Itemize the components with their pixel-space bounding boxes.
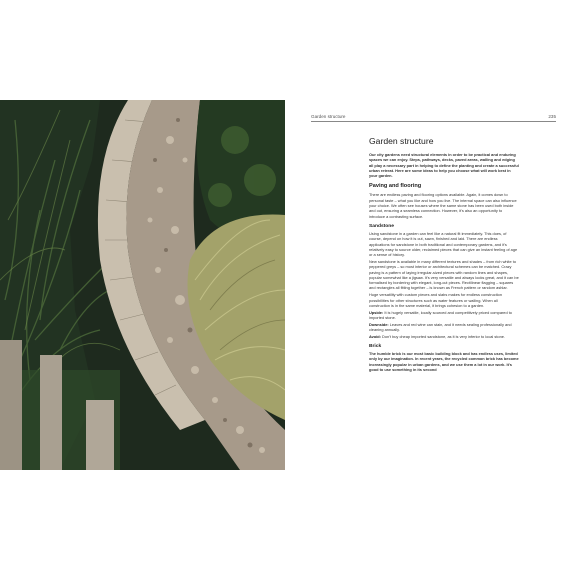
avoid-note bbox=[369, 334, 519, 339]
upside-note bbox=[369, 310, 519, 321]
running-head: Garden structure bbox=[311, 114, 346, 119]
upside-text: It is hugely versatile, locally sourced and competitively priced compared to imported stone. bbox=[369, 309, 512, 320]
book-spread bbox=[0, 100, 570, 470]
article-title: Garden structure bbox=[369, 136, 434, 146]
upside-label: Upside: bbox=[369, 309, 384, 315]
sandstone-paragraph-1: Using sandstone in a garden can feel like a natural fit immediately. This does, of course, depend on how it is cut, sawn, finished and laid. There are endless applications for sandstone in both traditional and contemporary gardens, and it's relatively easy to source older, reclaimed pieces that can give an instant feeling of age or a sense of history. bbox=[369, 230, 518, 258]
header-rule bbox=[311, 121, 556, 122]
brick-paragraph: The humble brick is our most basic building block and has endless uses, limited only by our imagination. In recent years, the recycled common brick has become increasingly popular in urban gardens, and we use them a lot in our work. It's good to use something in its second bbox=[369, 351, 519, 372]
paving-heading: Paving and flooring bbox=[369, 183, 422, 190]
downside-label: Downside: bbox=[369, 321, 389, 327]
garden-photo-illustration bbox=[0, 100, 285, 470]
downside-note bbox=[369, 322, 519, 333]
sandstone-paragraph-3: Huge versatility with custom pieces and slabs makes for endless construction possibilities for other structures such as water features or walling. When all construction is in the same material, it brings cohesion to a garden. bbox=[369, 292, 502, 308]
article-column bbox=[369, 136, 519, 374]
page-number: 235 bbox=[548, 114, 556, 119]
paving-paragraph: There are endless paving and flooring options available. Again, it comes down to personal taste – what you like and how you live. The internal space can also influence your choice. We often see houses where the same stone has been used both inside and out, ensuring a seamless connection. However, it's also an opportunity to introduce a contrasting surface. bbox=[369, 192, 517, 219]
brick-heading: Brick bbox=[369, 344, 382, 350]
sandstone-heading: Sandstone bbox=[369, 223, 395, 229]
sandstone-paragraph-2: New sandstone is available in many different textures and shades – from rich white to peppered greys – so most interior or architectural schemes can be matched. Crazy paving is a pattern of laying irregular-sized pieces with random lines and shapes, popular somewhat like a jigsaw. It's very versatile and always looks great, and it can be formalised by bordering with elegant, long-cut pieces. Rectilinear flagging – squares and rectangles all fitting together – is known as French pattern or random ashlar. bbox=[369, 258, 519, 291]
avoid-label: Avoid: bbox=[369, 333, 381, 339]
intro-paragraph: Our city gardens need structural elements in order to be practical and enduring spaces we can enjoy. Steps, pathways, decks, paved areas, walling and edging all play a necessary part in helping to define the planting and create a successful urban retreat. Here are some ideas to help you choose what will work best in your garden. bbox=[369, 152, 519, 179]
avoid-text: Don't buy cheap imported sandstone, as it is very inferior to local stone. bbox=[380, 333, 505, 339]
downside-text: Leaves and red wine can stain, and it needs sealing professionally and cleaning annually. bbox=[369, 321, 512, 333]
text-page bbox=[285, 100, 570, 470]
garden-photo bbox=[0, 100, 285, 470]
